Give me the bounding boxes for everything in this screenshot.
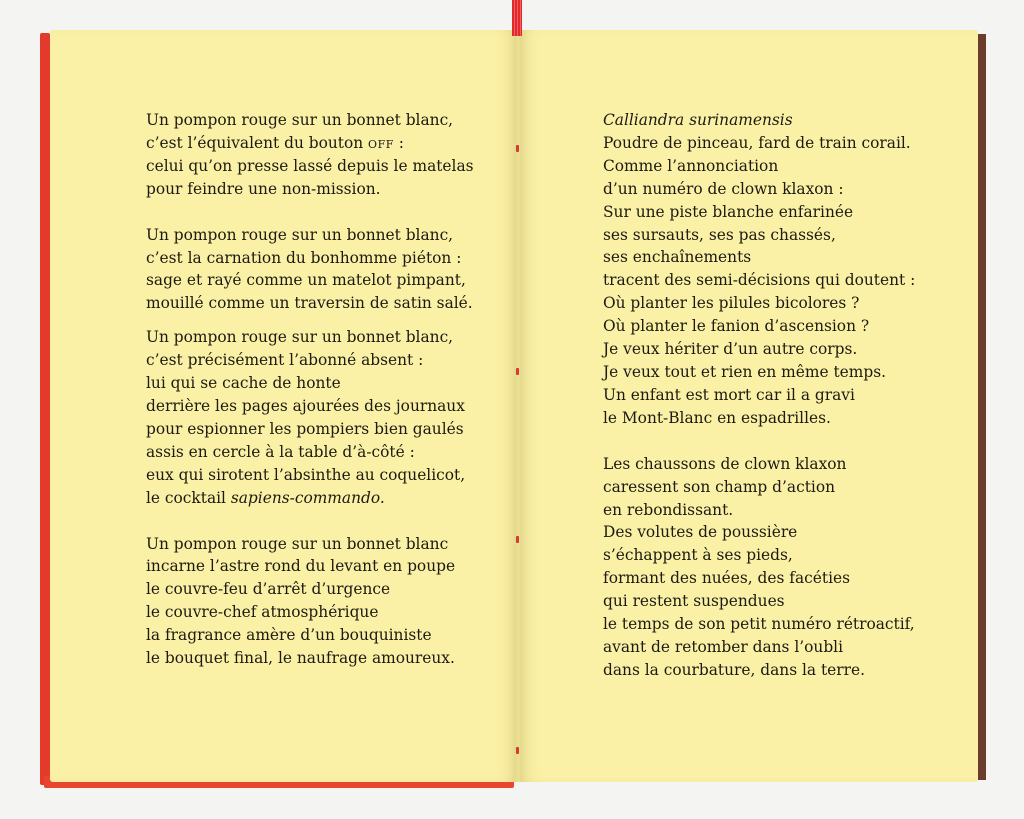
poem-line: Je veux hériter d’un autre corps. (603, 340, 858, 359)
poem-line: formant des nuées, des facéties (603, 569, 851, 588)
poem-line: le cocktail sapiens-commando. (146, 488, 385, 507)
poem-title: Calliandra surinamensis (603, 111, 793, 129)
poem-line: celui qu’on presse lassé depuis le matelas (146, 156, 474, 175)
poem-line: en rebondissant. (603, 500, 734, 519)
poem-line: Où planter le fanion d’ascension ? (603, 317, 870, 336)
poem-line: Où planter les pilules bicolores ? (603, 294, 860, 313)
poem-line: Sur une piste blanche enfarinée (603, 202, 854, 221)
poem-line: avant de retomber dans l’oubli (603, 637, 844, 656)
poem-line: eux qui sirotent l’absinthe au coquelicot, (146, 465, 466, 484)
poem-line: le couvre-chef atmosphérique (146, 603, 379, 622)
book-edge-red (40, 33, 50, 785)
book-edge-dark (978, 34, 986, 780)
binding-stitch (516, 145, 519, 152)
poem-line: Les chaussons de clown klaxon (603, 454, 847, 473)
poem-line: Un pompon rouge sur un bonnet blanc, (146, 328, 454, 347)
poem-line: qui restent suspendues (603, 592, 785, 611)
poem-line: le bouquet final, le naufrage amoureux. (146, 649, 455, 668)
poem-line: caressent son champ d’action (603, 477, 835, 496)
poem-line: Poudre de pinceau, fard de train corail. (603, 133, 911, 152)
book-gutter (516, 30, 520, 782)
binding-stitch (516, 747, 519, 754)
poem-line: ses enchaînements (603, 248, 752, 267)
poem-line: le temps de son petit numéro rétroactif, (603, 615, 915, 634)
poem-line: pour espionner les pompiers bien gaulés (146, 419, 464, 438)
poem-line: Un pompon rouge sur un bonnet blanc (146, 534, 449, 553)
poem-line: Un pompon rouge sur un bonnet blanc, (146, 225, 454, 244)
left-poem (146, 109, 474, 670)
italic-phrase: sapiens-commando. (230, 488, 385, 507)
poem-line: Des volutes de poussière (603, 523, 798, 542)
poem-line: lui qui se cache de honte (146, 374, 341, 393)
poem-line: incarne l’astre rond du levant en poupe (146, 557, 456, 576)
poem-line: ses sursauts, ses pas chassés, (603, 225, 836, 244)
binding-stitch (516, 368, 519, 375)
poem-line: dans la courbature, dans la terre. (603, 660, 865, 679)
off-smallcaps: off (368, 133, 394, 152)
poem-line: le couvre-feu d’arrêt d’urgence (146, 580, 391, 599)
poem-line: Un enfant est mort car il a gravi (603, 385, 855, 404)
poem-line: tracent des semi-décisions qui doutent : (603, 271, 916, 290)
poem-line: sage et rayé comme un matelot pimpant, (146, 271, 466, 290)
poem-line: c’est l’équivalent du bouton off : (146, 133, 404, 152)
poem-line: assis en cercle à la table d’à-côté : (146, 442, 415, 461)
poem-line: la fragrance amère d’un bouquiniste (146, 626, 432, 645)
poem-line: s’échappent à ses pieds, (603, 546, 793, 565)
poem-line: mouillé comme un traversin de satin salé. (146, 294, 473, 313)
poem-line: derrière les pages ajourées des journaux (146, 396, 465, 415)
poem-line: c’est précisément l’abonné absent : (146, 351, 424, 370)
poem-line: Je veux tout et rien en même temps. (603, 362, 887, 381)
poem-line: Un pompon rouge sur un bonnet blanc, (146, 111, 454, 129)
right-poem (603, 109, 915, 682)
poem-line: le Mont-Blanc en espadrilles. (603, 408, 831, 427)
poem-line: Comme l’annonciation (603, 156, 779, 175)
poem-line: pour feindre une non-mission. (146, 179, 381, 198)
bookmark-ribbon[interactable] (512, 0, 522, 36)
poem-line: c’est la carnation du bonhomme piéton : (146, 248, 462, 267)
binding-stitch (516, 536, 519, 543)
poem-line: d’un numéro de clown klaxon : (603, 179, 844, 198)
